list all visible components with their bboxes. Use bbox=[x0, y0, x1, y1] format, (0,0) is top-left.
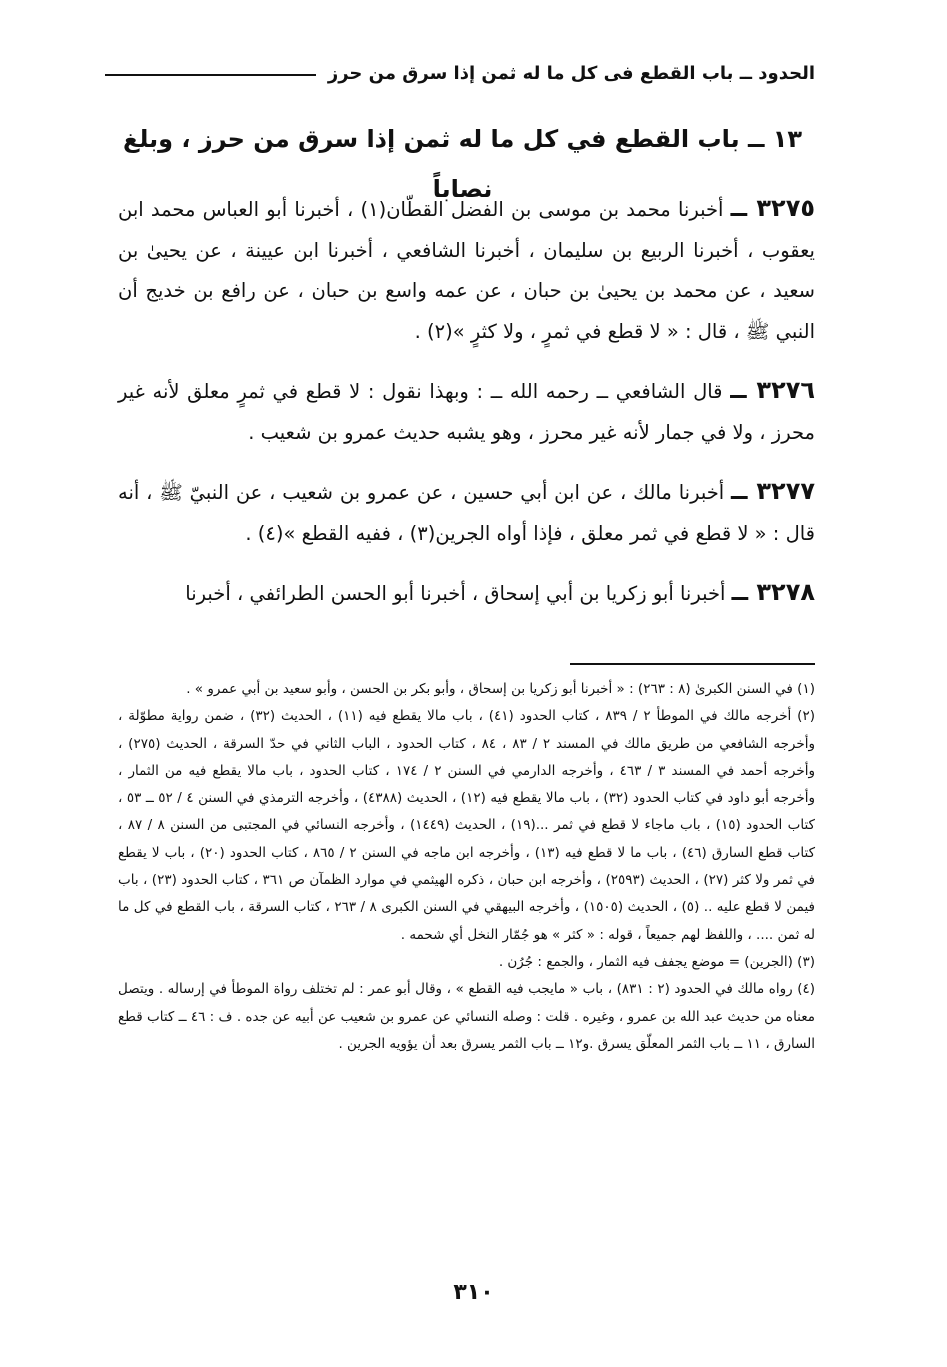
entry-number: ٣٢٧٦ ــ bbox=[730, 376, 816, 404]
hadith-entry bbox=[118, 188, 815, 352]
entry-text: أخبرنا محمد بن موسى بن الفضل القطّان(١) ، أخبرنا أبو العباس محمد ابن يعقوب ، أخبرنا الربيع بن سليمان ، أخبرنا الشافعي ، أخبرنا ابن عيينة ، عن يحيىٰ بن سعيد ، عن محمد بن يحيىٰ بن حبان ، عن عمه واسع بن حبان ، عن رافع بن خديج أن النبي ﷺ ، قال : « لا قطع في ثمرٍ ، ولا كثرٍ »(٢) . bbox=[118, 198, 815, 343]
footnote-divider bbox=[570, 663, 815, 665]
entry-text: أخبرنا أبو زكريا بن أبي إسحاق ، أخبرنا أبو الحسن الطرائفي ، أخبرنا bbox=[185, 582, 726, 605]
hadith-entry bbox=[118, 471, 815, 554]
entry-text: أخبرنا مالك ، عن ابن أبي حسين ، عن عمرو بن شعيب ، عن النبيّ ﷺ ، أنه قال : « لا قطع في ثمر معلق ، فإذا أواه الجرين(٣) ، ففيه القطع »(٤) . bbox=[118, 481, 815, 545]
entry-number: ٣٢٧٥ ــ bbox=[730, 194, 815, 222]
entry-text: قال الشافعي ــ رحمه الله ــ : وبهذا نقول : لا قطع في ثمرٍ معلق لأنه غير محرز ، ولا في جمار لأنه غير محرز ، وهو يشبه حديث عمرو بن شعيب . bbox=[118, 380, 815, 444]
running-head-text: الحدود ــ باب القطع فى كل ما له ثمن إذا سرق من حرز bbox=[327, 62, 815, 84]
page-number: ٣١٠ bbox=[453, 1280, 494, 1305]
running-head bbox=[105, 58, 815, 88]
hadith-entry bbox=[118, 370, 815, 453]
entry-number: ٣٢٧٧ ــ bbox=[731, 477, 815, 505]
entry-number: ٣٢٧٨ ــ bbox=[731, 578, 815, 606]
chapter-title: ١٣ ــ باب القطع في كل ما له ثمن إذا سرق من حرز ، وبلغ نصاباً bbox=[122, 125, 803, 203]
footnote: (٤) رواه مالك في الحدود (٢ : ٨٣١) ، باب « مايجب فيه القطع » ، وقال أبو عمر : لم تختلف رواة الموطأ في إرساله . ويتصل معناه من حديث عبد الله بن عمرو ، وغيره . قلت : وصله النسائي عن عمرو بن شعيب عن أبيه عن جده . ف : ٤٦ ــ كتاب قطع السارق ، ١١ ــ باب الثمر المعلّق يسرق .و١٢ ــ باب الثمر يسرق بعد أن يؤويه الجرين . bbox=[118, 981, 816, 1052]
main-text bbox=[118, 188, 815, 633]
hadith-entry bbox=[118, 572, 815, 615]
footnote: (٣) (الجرين) = موضع يجفف فيه الثمار ، والجمع : جُرُن . bbox=[498, 953, 815, 970]
footnote: (٢) أخرجه مالك في الموطأ ٢ / ٨٣٩ ، كتاب الحدود (٤١) ، باب مالا يقطع فيه (١١) ، الحديث (٣٢) ، ضمن رواية مطوّلة ، وأخرجه الشافعي من طريق مالك في المسند ٢ / ٨٣ ، ٨٤ ، كتاب الحدود ، الباب الثاني في حدّ السرقة ، الحديث (٢٧٥) ، وأخرجه أحمد في المسند ٣ / ٤٦٣ ، وأخرجه الدارمي في السنن ٢ / ١٧٤ ، كتاب الحدود ، باب مالا يقطع فيه من الثمار ، وأخرجه أبو داود في كتاب الحدود (٣٢) ، باب مالا يقطع فيه (١٢) ، الحديث (٤٣٨٨) ، وأخرجه الترمذي في السنن ٤ / ٥٢ ــ ٥٣ ، كتاب الحدود (١٥) ، باب ماجاء لا قطع في ثمر ...(١٩) ، الحديث (١٤٤٩) ، وأخرجه النسائي في المجتبى من السنن ٨ / ٨٧ ، كتاب قطع السارق (٤٦) ، باب ما لا قطع فيه (١٣) ، وأخرجه ابن ماجه في السنن ٢ / ٨٦٥ ، كتاب الحدود (٢٠) ، باب لا يقطع في ثمر ولا كثر (٢٧) ، الحديث (٢٥٩٣) ، وأخرجه ابن حبان ، ذكره الهيثمي في موارد الظمآن ص ٣٦١ ، كتاب الحدود (٢٣) ، باب فيمن لا قطع عليه .. (٥) ، الحديث (١٥٠٥) ، وأخرجه البيهقي في السنن الكبرى ٨ / ٢٦٣ ، كتاب السرقة ، باب القطع في كل ما له ثمن .... ، واللفظ لهم جميعاً ، قوله : « كثر » هو جُمّار النخل أي شحمه . bbox=[118, 708, 816, 943]
footnote: (١) في السنن الكبرىٰ (٨ : ٢٦٣) : « أخبرنا أبو زكريا بن إسحاق ، وأبو بكر بن الحسن ، وأبو سعيد بن أبي عمرو » . bbox=[186, 681, 815, 697]
footnotes bbox=[118, 676, 815, 1058]
running-head-rule bbox=[105, 74, 316, 76]
